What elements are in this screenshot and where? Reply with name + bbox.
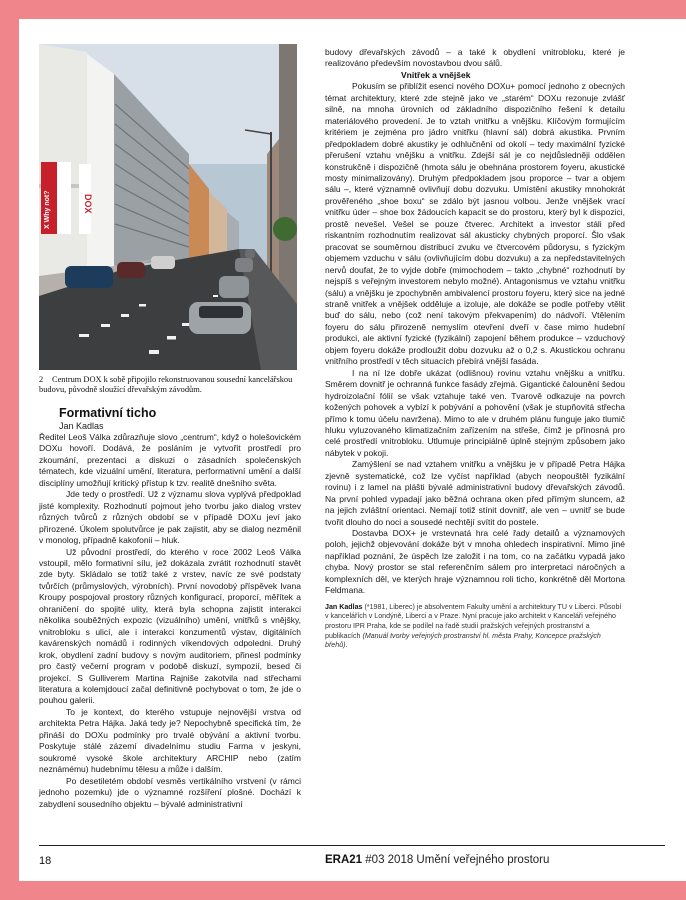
bio-name: Jan Kadlas	[325, 602, 363, 611]
paragraph: Pokusím se přiblížit esenci nového DOXu+ pomocí jednoho z obecných témat architektury, které zde stejně jako ve „starém“ DOXu rezonuje zvlášť silně, na mnoha úrovních od základního dispozičního řešení k detailu materiálového provedení. Je to vztah vnitřku a vnějšku. Klíčovým formujícím kritériem je zejména pro jádro vnitřku (hlavní sál) dobrá akustika. Prvním předpokladem dobré akustiky je odhlučnění od okolí – tedy maximální fyzické přerušení vztahu vnějšku a vnitřku. Zdejší sál je co nejdůsledněji oddělen konstrukčně i dispozičně (hmota sálu je obehnána prostorem foyeru, akustické mosty minimalizovány). Druhým předpokladem jsou proporce – tvar a objem sálu –, které významně ovlivňují dobu dozvuku. Umístění akustiky mnohokrát prověřeného „shoe boxu“ se zdálo být jasnou volbou. Jenže vnějšek vrací vnitřku úder – shoe box žádoucích kapacit se do prostoru, který byl k dispozici, prostě nevešel. Vešel se pouze čtverec. Architekt a investor stáli před riskantním rozhodnutím realizovat sál akusticky chybných proporcí. Šlo však pracovat se souměrnou distribucí zvuku ve čtvercovém půdorysu, s fyzickým objemem vzduchu v sálu (ovlivňujícím dobu dozvuku) a za nepředstavitelných nervů doufat, že to vyjde dobře (mimochodem – takto „chybné“ rozhodnutí by nejspíš s veřejným investorem nebylo možné). Antagonismus ve vztahu vnitřku (sálu) a vnějšku je zpochybněn ambivalencí prostoru foyeru, který sice na jedné straně vnitřek a vnějšek odděluje a izoluje, ale dokáže se podle potřeby vtělit buď do sálu, nebo (což není takovým překvapením) do nádvoří. Vtělením foyeru do sálu přirozeně nemyslím otevření dveří v čase mimo hudební produkci, ale aktivní fyzické (fyzikální) zapojení během produkce – vzduchový objem foyeru dokáže prodloužit dobu dozvuku až o 0,2 s. Akustickou ochranu vnitřního prostředí v těch situacích přebírá vnější fasáda.	[325, 81, 625, 367]
issue-info: #03 2018 Umění veřejného prostoru	[362, 854, 550, 866]
paragraph: I na ní lze dobře ukázat (odlišnou) rovinu vztahu vnějšku a vnitřku. Směrem dovnitř je ochranná funkce fasády zřejmá. Gigantické čalounění šedou hydroizolační fólií se však vztahuje také ven. Tvarově odkazuje na povrch kožených pohovek a vybízí k pobývání a pohovění (však je stupňovitá střecha přímo k tomu účelu navržena). Mimo to ale v druhém plánu funguje jako tlumič hluku vyluzovaného klimatizačním zařízením na střeše, čímž je přínosná pro celé prostředí vnitrobloku. Utlumuje principiálně úplně stejným způsobem jako nábytek v pokoji.	[325, 367, 625, 458]
paragraph: Jde tedy o prostředí. Už z významu slova vyplývá předpoklad jisté komplexity. Rozhodnutí pojmout jeho tvorbu jako dialog vrstev různých tvůrců z různých období se v případě DOXu jeví jako přirozené. Úkolem spolutvůrce je pak zajistit, aby se dialog nezměnil v monolog, případně kakofonii – hluk.	[39, 489, 301, 546]
paragraph: Už původní prostředí, do kterého v roce 2002 Leoš Válka vstoupil, mělo formativní sílu, jež dokázala zvrátit rozhodnutí stavět zde byty. Skládalo se totiž také z vrstev, navíc ze své podstaty tvůrčích (průmyslových, výrobních). První novodobý příspěvek Ivana Kroupy pospojoval prostory různých konfigurací, proporcí, měřítek a ohraničení do spojité ulity, která byla schopna zajistit interakci několika souběžných expozic (vizuálního) umění, vnitřků s vnějšky, vnitrobloku s ulicí, ale i interakci konzumentů výstav, digitálních kavárenských nomádů i rodinných víkendových odpoledni. Druhý krok, obydlení zadní budovy s novým auditoriem, přinesl podmínky pro častý večerní program v podobě diskuzí, sympozií, besed či projekcí. S Gulliverem Martina Rajniše zakotvila nad střechami literatura a kolemjdoucí začal definitivně pochybovat o tom, že jde o pouhou galerii.	[39, 546, 301, 706]
left-column	[39, 406, 301, 810]
paragraph: Ředitel Leoš Válka zdůrazňuje slovo „centrum“, když o holešovickém DOXu hovoří. Dodává, že posláním je vytvořit prostředí pro zkoumání, prezentaci a diskuzi o zásadních společenských tématech, kde vizuální umění, literatura, performativní umění a další disciplíny umožňují kritický přístup k tzv. realitě dnešního světa.	[39, 432, 301, 488]
street-photo-graphic	[39, 44, 297, 370]
photo-caption	[39, 375, 301, 395]
author-bio	[325, 603, 625, 651]
paragraph: Zamýšlení se nad vztahem vnitřku a vnějšku je v případě Petra Hájka zjevně systematické, což lze vyčíst například (abych neopouštěl fyzikální rovinu) i z lamel na plášti bývalé administrativní budovy dřevařských závodů. Na první pohled vypadají jako běžná ochrana oken před přímým sluncem, až na jejich zvláštní orientaci. Nemají totiž stínit dovnitř, ale ven – uvnitř se bude tvořit dlouho do noci a sousedé nechtějí svítit do postele.	[325, 459, 625, 527]
right-column	[325, 47, 625, 651]
dox-sign-text: DOX	[83, 194, 93, 214]
footer-rule	[39, 845, 665, 846]
magazine-name: ERA21	[325, 854, 363, 866]
caption-text: Centrum DOX k sobě připojilo rekonstruovanou sousední kancelářskou budovu, původně sloužící dřevařským závodům.	[39, 375, 293, 394]
paragraph: To je kontext, do kterého vstupuje nejnovější vrstva od architekta Petra Hájka. Jaká tedy je? Nepochybně specifická tím, že přináší do DOXu podmínky pro trvalé obývání a aktivní tvorbu. Poskytuje stálé zázemí divadelnímu studiu Farma v jeskyni, soukromé vysoké škole architektury ARCHIP nebo (zatím neznámému) hudebnímu tělesu a může i dalším.	[39, 706, 301, 775]
paragraph: budovy dřevařských závodů – a také k obydlení vnitrobloku, které je realizováno především novostavbou dvou sálů.	[325, 47, 625, 69]
article-title: Formativní ticho	[59, 406, 157, 420]
bio-text: (*1981, Liberec) je absolventem Fakulty umění a architektury TU v Liberci. Působí v kancelářích v Londýně, Liberci a v Praze. Nyní pracuje jako architekt v Kanceláři veřejného prostoru IPR Praha, kde se podílel na řadě studií pražských veřejných prostranství a publikacích	[325, 602, 622, 640]
street-photo	[39, 44, 297, 370]
bio-italic: (Manuál tvorby veřejných prostranství hl. města Prahy, Koncepce pražských břehů)	[325, 631, 601, 650]
caption-number: 2	[39, 375, 44, 384]
paragraph: Dostavba DOX+ je vrstevnatá hra celé řady detailů a významových poloh, jejichž objevování dokáže být v mnoha ohledech inspirativní. Mimo jiné například poznání, že úspěch lze založit i na tom, co na začátku vypadá jako chyba. Nový prostor se stal referenčním sálem pro interpretaci náročných a komplexních děl, ve kterých hraje významnou roli ticho, konkrétně děl Mortona Feldmana.	[325, 528, 625, 596]
subheading: Vnitřek a vnějšek	[401, 69, 471, 80]
page	[19, 19, 686, 881]
bio-end: .	[345, 641, 348, 650]
paragraph: Po desetiletém období vesměs vertikálního vrstvení (v rámci jednoho pozemku) jde o významné rozšíření plošné. Dochází k zabydlení sousedního objektu – bývalé administrativní	[39, 775, 301, 809]
article-author: Jan Kadlas	[59, 421, 104, 431]
why-not-sign-text: X Why not?	[44, 190, 51, 229]
page-number: 18	[39, 855, 52, 867]
magazine-footer	[325, 854, 549, 866]
